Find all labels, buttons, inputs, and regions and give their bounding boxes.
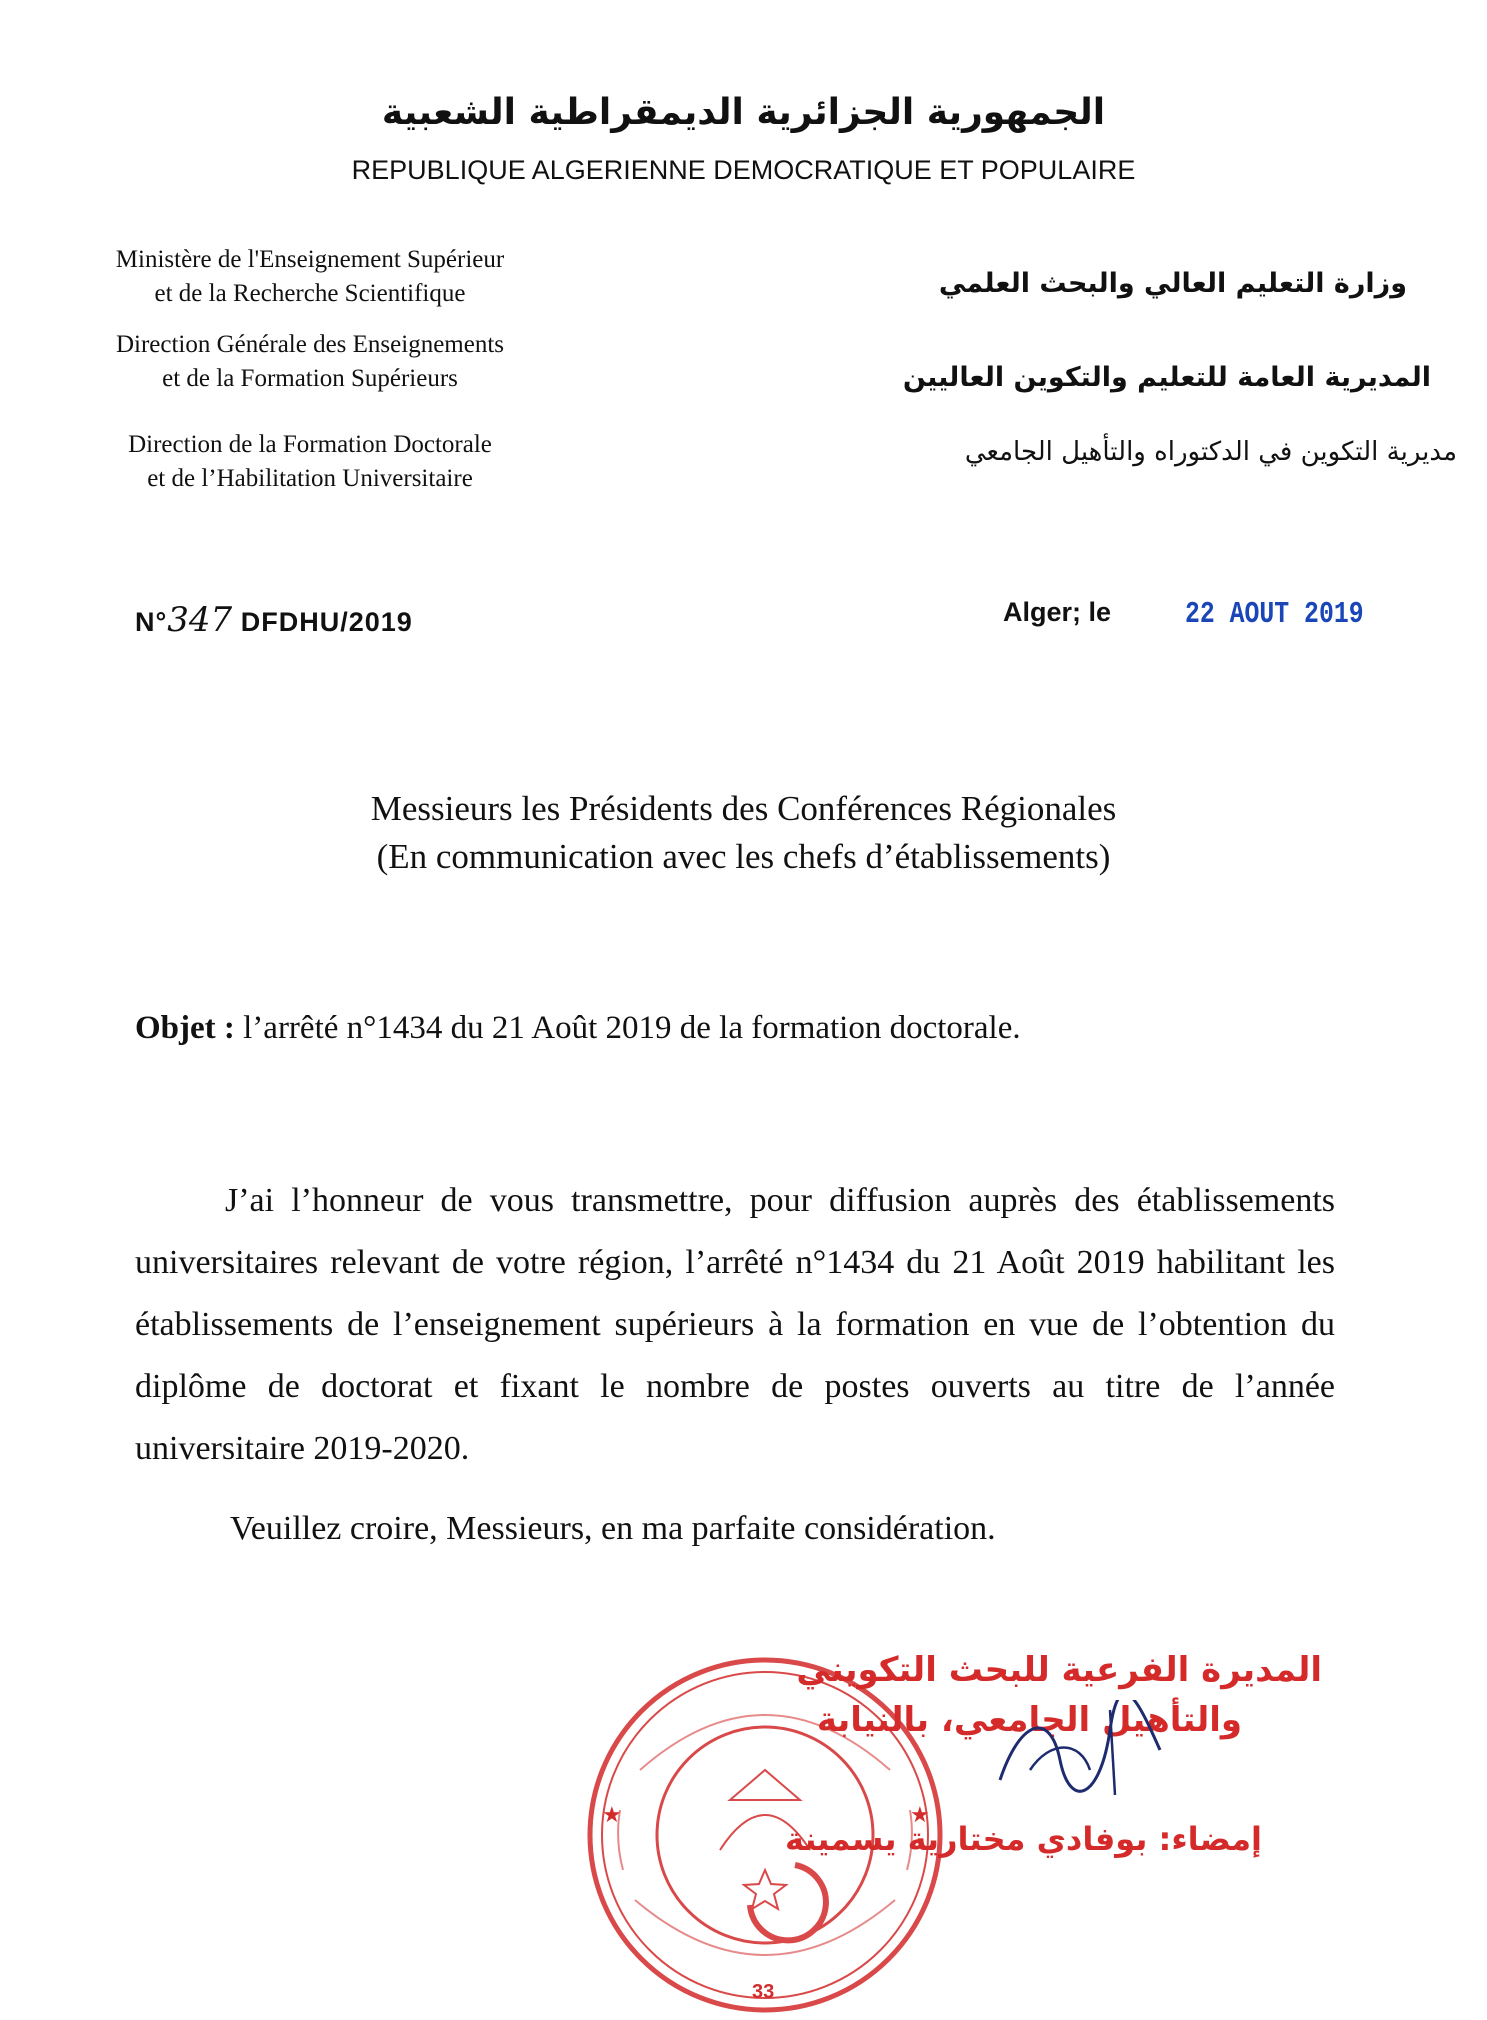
ministry-fr-line3: Direction Générale des Enseignements	[115, 331, 505, 358]
addressee-line1: Messieurs les Présidents des Conférences Régionales	[370, 789, 1117, 828]
addressee-block	[0, 785, 1487, 881]
date-label: Alger; le	[1003, 597, 1112, 627]
signature-line3: إمضاء: بوفادي مختارية يسمينة	[784, 1820, 1262, 1858]
header-french-title: REPUBLIQUE ALGERIENNE DEMOCRATIQUE ET POPULAIRE	[351, 155, 1136, 185]
ministry-fr-line6: et de l’Habilitation Universitaire	[147, 465, 473, 492]
reference-handwritten-number: 347	[167, 600, 233, 640]
seal-number: 33	[752, 1981, 775, 2003]
signature-line2: والتأهيل الجامعي، بالنيابة	[816, 1700, 1242, 1740]
objet-text: l’arrêté n°1434 du 21 Août 2019 de la formation doctorale.	[243, 1010, 1021, 1046]
ministry-fr-block	[60, 243, 560, 311]
ministry-fr-line1: Ministère de l'Enseignement Supérieur	[115, 246, 505, 273]
ministry-ar-line3: مديرية التكوين في الدكتوراه والتأهيل الجامعي	[964, 437, 1457, 467]
header-arabic-title: الجمهورية الجزائرية الديمقراطية الشعبية	[381, 92, 1106, 133]
signature-line1: المديرة الفرعية للبحث التكويني	[796, 1650, 1322, 1690]
date-stamp: 22 AOUT 2019	[1185, 597, 1364, 632]
ministry-fr-line5: Direction de la Formation Doctorale	[128, 431, 492, 458]
ministry-fr-line4: et de la Formation Supérieurs	[162, 365, 458, 392]
handwritten-signature	[990, 1700, 1170, 1810]
reference-code: DFDHU/2019	[240, 607, 413, 637]
body-paragraph: J’ai l’honneur de vous transmettre, pour diffusion auprès des établissements universitaires relevant de votre région, l’arrêté n°1434 du 21 Août 2019 habilitant les établissements de l’enseignement supérieurs à la formation en vue de l’obtention du diplôme de doctorat et fixant le nombre de postes ouverts au titre de l’année universitaire 2019-2020.	[135, 1182, 1335, 1467]
seal-star-right-icon: ★	[910, 1802, 930, 1827]
direction-generale-fr-block	[60, 328, 560, 396]
closing-formula: Veuillez croire, Messieurs, en ma parfaite considération.	[230, 1510, 996, 1547]
ministry-ar-line2: المديرية العامة للتعليم والتكوين العاليين	[902, 362, 1431, 393]
ministry-fr-line2: et de la Recherche Scientifique	[154, 280, 466, 307]
reference-prefix: N°	[135, 607, 168, 637]
objet-line	[135, 1010, 1021, 1047]
ministry-ar-line1: وزارة التعليم العالي والبحث العلمي	[938, 268, 1407, 299]
reference-number	[135, 600, 413, 640]
seal-star-left-icon: ★	[602, 1802, 622, 1827]
addressee-line2: (En communication avec les chefs d’établissements)	[376, 837, 1111, 876]
objet-label: Objet :	[135, 1010, 235, 1046]
direction-formation-fr-block	[60, 428, 560, 496]
